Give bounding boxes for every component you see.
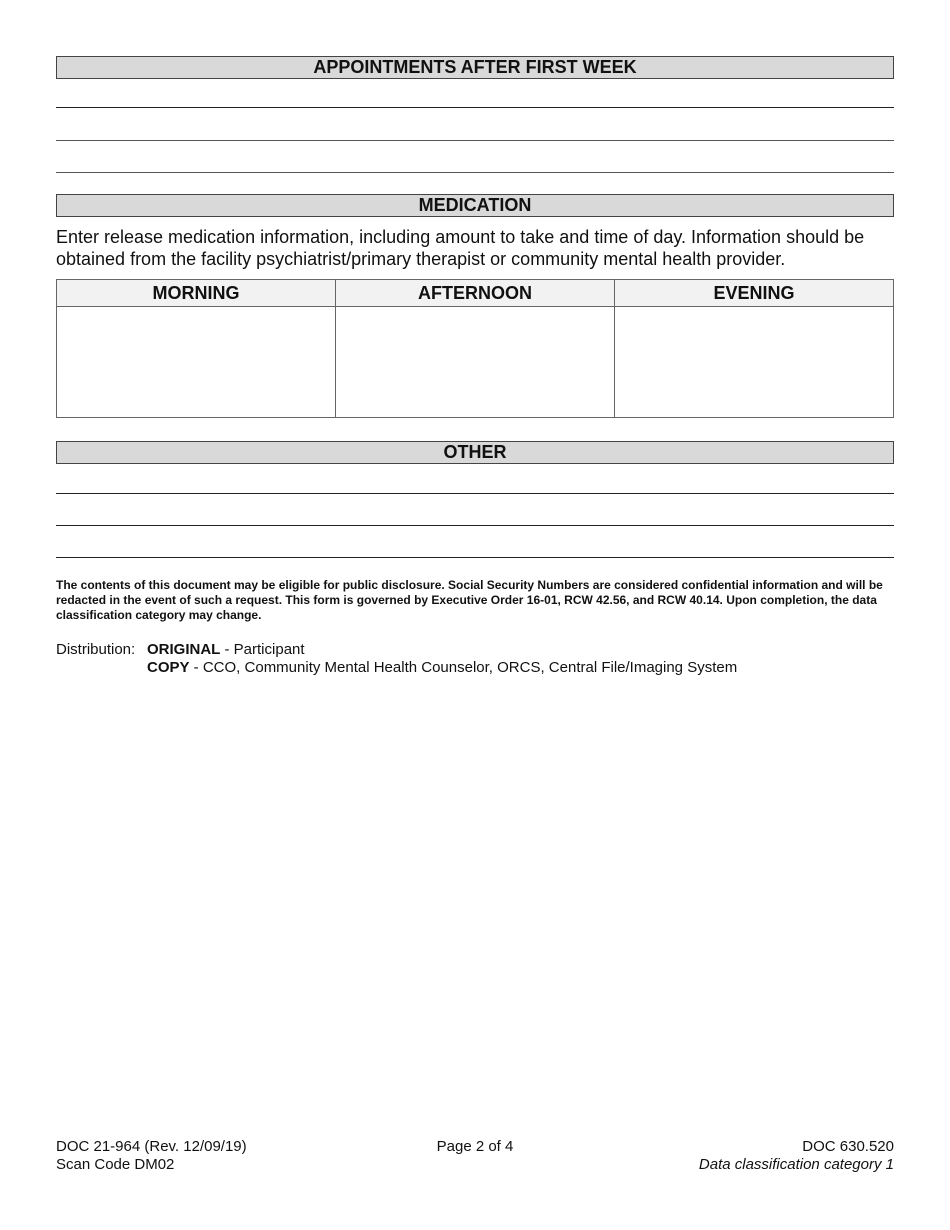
appointments-line-1[interactable] bbox=[56, 107, 894, 108]
appointments-header: APPOINTMENTS AFTER FIRST WEEK bbox=[56, 56, 894, 79]
other-line-3[interactable] bbox=[56, 557, 894, 558]
distribution-copy-value: - CCO, Community Mental Health Counselor, ORCS, Central File/Imaging System bbox=[189, 659, 738, 676]
medication-instructions: Enter release medication information, including amount to take and time of day. Information should be obtained from the facility psychiatrist/primary therapist or community mental health provider. bbox=[56, 227, 865, 269]
morning-medication-field[interactable] bbox=[57, 307, 336, 418]
column-header-evening: EVENING bbox=[615, 280, 894, 307]
appointments-line-2[interactable] bbox=[56, 140, 894, 141]
medication-header: MEDICATION bbox=[56, 194, 894, 217]
scan-code: Scan Code DM02 bbox=[56, 1156, 175, 1173]
other-header: OTHER bbox=[56, 441, 894, 464]
other-line-1[interactable] bbox=[56, 493, 894, 494]
column-header-afternoon: AFTERNOON bbox=[336, 280, 615, 307]
distribution-block bbox=[56, 641, 896, 677]
evening-medication-field[interactable] bbox=[615, 307, 894, 418]
distribution-label: Distribution: bbox=[56, 641, 136, 658]
data-classification: Data classification category 1 bbox=[698, 1156, 894, 1173]
footer-right bbox=[699, 1138, 894, 1174]
distribution-original-value: - Participant bbox=[220, 641, 305, 658]
column-header-morning: MORNING bbox=[57, 280, 336, 307]
disclosure-notice: The contents of this document may be eligible for public disclosure. Social Security Numbers are considered confidential information and will be redacted in the event of such a request. This form is governed by Executive Order 16-01, RCW 42.56, and RCW 40.14. Upon completion, the data classification category may change. bbox=[56, 578, 883, 622]
distribution-original-label: ORIGINAL bbox=[147, 641, 221, 658]
appointments-line-3[interactable] bbox=[56, 172, 894, 173]
distribution-copy-label: COPY bbox=[147, 659, 190, 676]
afternoon-medication-field[interactable] bbox=[336, 307, 615, 418]
medication-table bbox=[56, 279, 894, 418]
other-line-2[interactable] bbox=[56, 525, 894, 526]
form-number: DOC 21-964 (Rev. 12/09/19) bbox=[56, 1138, 247, 1155]
page-number: Page 2 of 4 bbox=[436, 1138, 514, 1155]
policy-number: DOC 630.520 bbox=[802, 1138, 894, 1155]
